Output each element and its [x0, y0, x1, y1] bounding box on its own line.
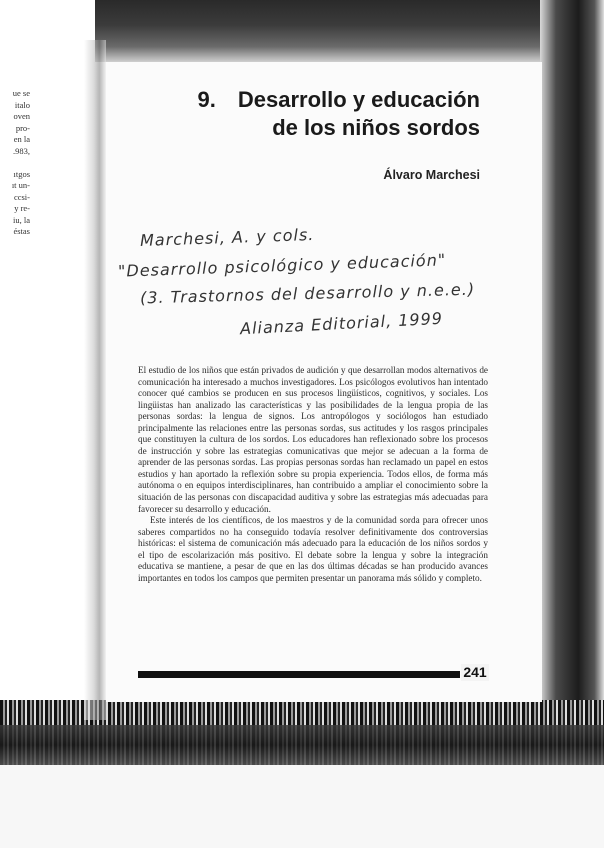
fragment-line: [0, 157, 30, 169]
fragment-line: y re-: [14, 203, 30, 213]
fragment-line: .983,: [13, 145, 30, 156]
handwritten-note-line2: "Desarrollo psicológico y educación": [117, 250, 447, 281]
fragment-line: italo: [14, 99, 30, 110]
chapter-title-line1: Desarrollo y educación: [237, 87, 480, 112]
chapter-number: 9.: [197, 87, 216, 112]
fragment-line: ıt un-: [11, 180, 30, 190]
fragment-line: en la: [13, 134, 30, 144]
fragment-line: éstas: [13, 226, 30, 236]
book-spine-shadow: [84, 40, 106, 720]
scan-shadow-top: [95, 0, 604, 62]
handwritten-note-line3: (3. Trastornos del desarrollo y n.e.e.): [139, 279, 476, 308]
handwritten-note-line1: Marchesi, A. y cols.: [139, 224, 315, 251]
fragment-line: oven: [13, 111, 30, 121]
fragment-line: pro-: [15, 122, 30, 133]
fragment-line: ue se: [12, 88, 30, 98]
chapter-body: [138, 365, 488, 584]
handwritten-note-line4: Alianza Editorial, 1999: [239, 308, 444, 339]
scan-shadow-bottom: [0, 725, 604, 765]
page-number: 241: [461, 664, 489, 681]
fragment-line: iu, la: [13, 214, 30, 225]
chapter-title: [160, 86, 480, 142]
body-paragraph: Este interés de los científicos, de los maestros y de la comunidad sorda para ofrecer unos saberes compartidos no ha conseguido todavía resolver definitivamente dos controversias históricas: el sistema de comunicación más adecuado para la educación de los niños sordos y el tipo de escolarización más positivo. El debate sobre la lengua y sobre la integración educativa se mantiene, a pesar de que en las dos últimas décadas se han producido avances importantes en todos los campos que permiten presentar un panorama más sólido y completo.: [138, 515, 488, 583]
scan-background: [0, 765, 604, 848]
chapter-title-line2: de los niños sordos: [272, 115, 480, 140]
fragment-line: ıtgos: [13, 168, 30, 179]
fragment-line: ccsi-: [13, 191, 30, 202]
folio-rule: [138, 671, 460, 678]
chapter-author: Álvaro Marchesi: [383, 168, 480, 182]
scan-page-edge-right: [540, 0, 604, 760]
body-paragraph: El estudio de los niños que están privados de audición y que desarrollan modos alternativos de comunicación ha interesado a muchos investigadores. Los psicólogos evolutivos han intentado conocer qué cambios se producen en sus procesos lingüísticos, cognitivos, y sociales. Los lingüistas han analizado las características y las posibilidades de la lengua propia de las personas sordas: la lengua de signos. Los antropólogos y sociólogos han estudiado principalmente las relaciones entre las personas sordas, sus actitudes y los rasgos principales que constituyen la cultura de los sordos. Los educadores han reflexionado sobre los procesos de instrucción y sobre las estrategias comunicativas que mejor se adecuan a la forma de aprender de las personas sordas. Las propias personas sordas han reclamado un papel en estos estudios y han aportado la reflexión sobre su propia experiencia. Todos ellos, de forma más autónoma o en equipos interdisciplinares, han contribuido a ampliar el conocimiento sobre la situación de las personas con discapacidad auditiva y sobre las estrategias más adecuadas para favorecer su desarrollo y educación.: [138, 365, 488, 514]
previous-page-fragment: [0, 88, 30, 238]
